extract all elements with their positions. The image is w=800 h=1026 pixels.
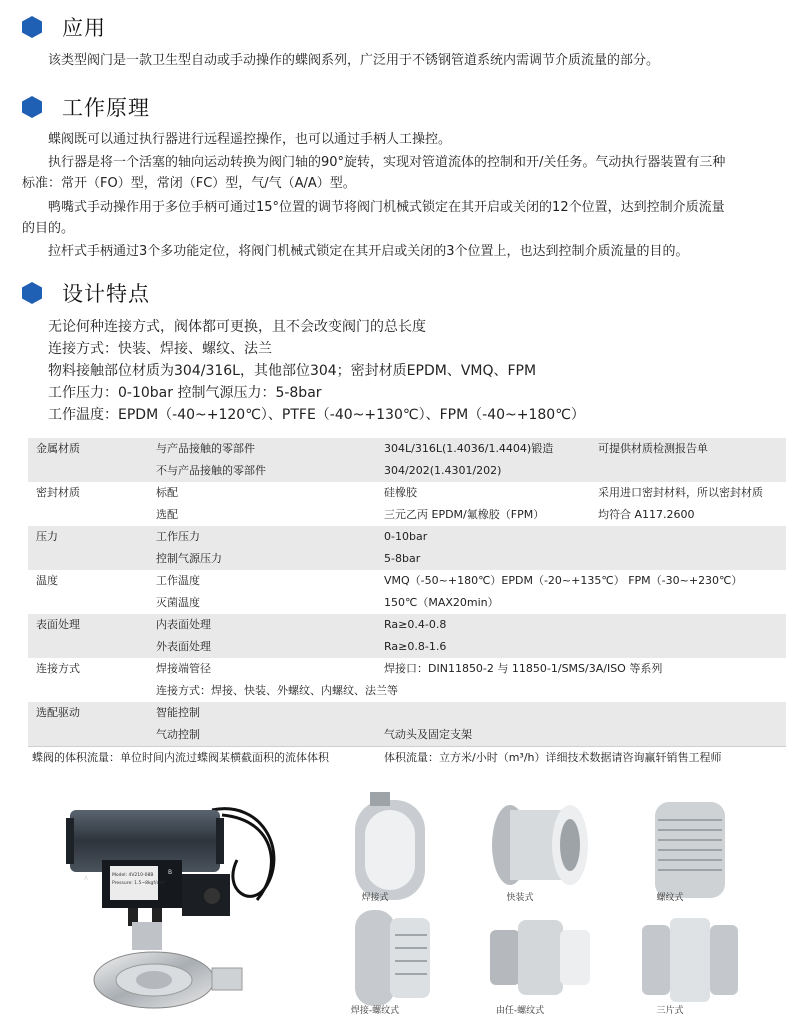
spec-table <box>28 438 786 769</box>
section-design-header <box>22 278 150 308</box>
table-cell-item: 不与产品接触的零部件 <box>156 464 266 477</box>
table-cell-category: 温度 <box>36 574 58 587</box>
table-row <box>28 636 786 658</box>
port-label-b: B <box>168 869 173 876</box>
table-cell-value: 150℃（MAX20min） <box>384 596 499 609</box>
figure-caption: 三片式 <box>656 1006 684 1016</box>
table-cell-item: 智能控制 <box>156 706 200 719</box>
design-item: 无论何种连接方式，阀体都可更换，且不会改变阀门的总长度 <box>48 319 426 335</box>
figure-caption: 螺纹式 <box>656 893 684 903</box>
principle-para-3a: 鸭嘴式手动操作用于多位手柄可通过15°位置的调节将阀门机械式锁定在其开启或关闭的12个位置，达到控制介质流量 <box>48 200 725 215</box>
port-label-a: A <box>84 875 89 882</box>
table-cell-value: Ra≥0.8-1.6 <box>384 640 447 653</box>
design-item: 工作温度：EPDM（-40~+120℃）、PTFE（-40~+130℃）、FPM（-40~+180℃） <box>48 407 585 423</box>
table-row <box>28 482 786 504</box>
table-cell-note <box>598 702 786 724</box>
table-cell-value <box>384 702 589 724</box>
three-piece-valve-image <box>630 900 750 1020</box>
table-cell-item: 气动控制 <box>156 728 200 741</box>
table-cell-note <box>598 460 786 482</box>
hexagon-bullet-icon <box>22 282 42 304</box>
table-row <box>28 658 786 680</box>
table-cell-note: 可提供材质检测报告单 <box>598 442 708 455</box>
table-cell-value: Ra≥0.4-0.8 <box>384 618 447 631</box>
table-cell-category <box>36 548 148 570</box>
table-row <box>28 570 786 592</box>
table-cell-note <box>598 526 786 548</box>
application-text: 该类型阀门是一款卫生型自动或手动操作的蝶阀系列，广泛用于不锈钢管道系统内需调节介质流量的部分。 <box>48 53 660 68</box>
table-row <box>28 548 786 570</box>
table-cell-note <box>598 724 786 746</box>
figure-caption: 由任-螺纹式 <box>495 1006 545 1016</box>
table-cell-item: 选配 <box>156 508 178 521</box>
welded-threaded-valve-image <box>335 900 455 1020</box>
hexagon-bullet-icon <box>22 96 42 118</box>
table-cell-value: 5-8bar <box>384 552 421 565</box>
table-cell-note: 均符合 A117.2600 <box>598 508 695 521</box>
table-cell-category <box>36 636 148 658</box>
table-cell-category <box>36 460 148 482</box>
table-row <box>28 504 786 526</box>
table-cell-category: 压力 <box>36 530 58 543</box>
table-row <box>28 460 786 482</box>
table-cell-value: 硅橡胶 <box>384 486 417 499</box>
principle-para-4: 拉杆式手柄通过3个多功能定位，将阀门机械式锁定在其开启或关闭的3个位置上，也达到控制介质流量的目的。 <box>48 244 689 259</box>
section-title: 设计特点 <box>62 282 150 306</box>
design-item: 连接方式：快装、焊接、螺纹、法兰 <box>48 341 272 357</box>
table-footer-row <box>28 746 786 769</box>
table-cell-item: 连接方式：焊接、快装、外螺纹、内螺纹、法兰等 <box>156 684 398 697</box>
table-cell-category: 表面处理 <box>36 618 80 631</box>
solenoid-label-line: Pressure: 1.5~8kgf/cm² <box>112 881 166 886</box>
table-cell-category: 密封材质 <box>36 486 80 499</box>
table-cell-item: 标配 <box>156 486 178 499</box>
table-cell-item: 控制气源压力 <box>156 552 222 565</box>
table-cell-category: 连接方式 <box>36 662 80 675</box>
table-cell-value: VMQ（-50~+180℃）EPDM（-20~+135℃） FPM（-30~+230℃） <box>384 574 743 587</box>
table-cell-value: 气动头及固定支架 <box>384 728 472 741</box>
table-cell-category <box>36 724 148 746</box>
table-cell-category <box>36 504 148 526</box>
table-row <box>28 438 786 460</box>
table-cell-item: 焊接端管径 <box>156 662 211 675</box>
table-cell-note: 采用进口密封材料，所以密封材质 <box>598 486 763 499</box>
table-cell-value: 304L/316L(1.4036/1.4404)锻造 <box>384 442 554 455</box>
table-cell-note <box>598 636 786 658</box>
section-title: 工作原理 <box>62 96 150 120</box>
table-row <box>28 592 786 614</box>
section-principle-header <box>22 92 150 122</box>
table-row <box>28 526 786 548</box>
section-application-header <box>22 12 106 42</box>
section-title: 应用 <box>62 16 106 40</box>
figure-caption: 快装式 <box>506 893 534 903</box>
table-cell-category: 金属材质 <box>36 442 80 455</box>
figure-caption: 焊接式 <box>361 893 389 903</box>
table-cell-note <box>598 548 786 570</box>
table-row <box>28 702 786 724</box>
principle-para-2a: 执行器是将一个活塞的轴向运动转换为阀门轴的90°旋转，实现对管道流体的控制和开/关任务。气动执行器装置有三种 <box>48 155 726 170</box>
table-cell-value: 304/202(1.4301/202) <box>384 464 502 477</box>
table-cell-item: 工作压力 <box>156 530 200 543</box>
table-cell-category <box>36 592 148 614</box>
design-item: 物料接触部位材质为304/316L，其他部位304；密封材质EPDM、VMQ、FPM <box>48 363 537 379</box>
principle-para-2b: 标准：常开（FO）型，常闭（FC）型，气/气（A/A）型。 <box>22 176 356 191</box>
table-cell-note <box>598 592 786 614</box>
table-cell-item: 工作温度 <box>156 574 200 587</box>
table-cell-value: 焊接口：DIN11850-2 与 11850-1/SMS/3A/ISO 等系列 <box>384 662 663 675</box>
table-cell-item: 与产品接触的零部件 <box>156 442 255 455</box>
pneumatic-butterfly-valve-image <box>62 790 292 1018</box>
solenoid-label-line: Model: 4V210-08B <box>112 873 154 878</box>
table-cell-note <box>598 614 786 636</box>
principle-para-1: 蝶阀既可以通过执行器进行远程遥控操作，也可以通过手柄人工操控。 <box>48 132 452 147</box>
table-cell-value: 0-10bar <box>384 530 428 543</box>
hexagon-bullet-icon <box>22 16 42 38</box>
table-cell-value: 三元乙丙 EPDM/氟橡胶（FPM） <box>384 508 545 521</box>
table-cell-item: 灭菌温度 <box>156 596 200 609</box>
table-cell-item: 内表面处理 <box>156 618 211 631</box>
table-cell-item: 外表面处理 <box>156 640 211 653</box>
table-cell-category: 选配驱动 <box>36 706 80 719</box>
table-footer-right: 体积流量：立方米/小时（m³/h）详细技术数据请咨询赢轩销售工程师 <box>384 751 722 764</box>
table-row <box>28 680 786 702</box>
figure-caption: 焊接-螺纹式 <box>350 1006 400 1016</box>
table-row <box>28 614 786 636</box>
union-threaded-valve-image <box>480 900 600 1020</box>
table-cell-category <box>36 680 148 702</box>
table-footer-left: 蝶阀的体积流量：单位时间内流过蝶阀某横截面积的流体体积 <box>32 751 329 764</box>
principle-para-3b: 的目的。 <box>22 221 75 236</box>
table-row <box>28 724 786 746</box>
design-item: 工作压力：0-10bar 控制气源压力：5-8bar <box>48 385 322 401</box>
